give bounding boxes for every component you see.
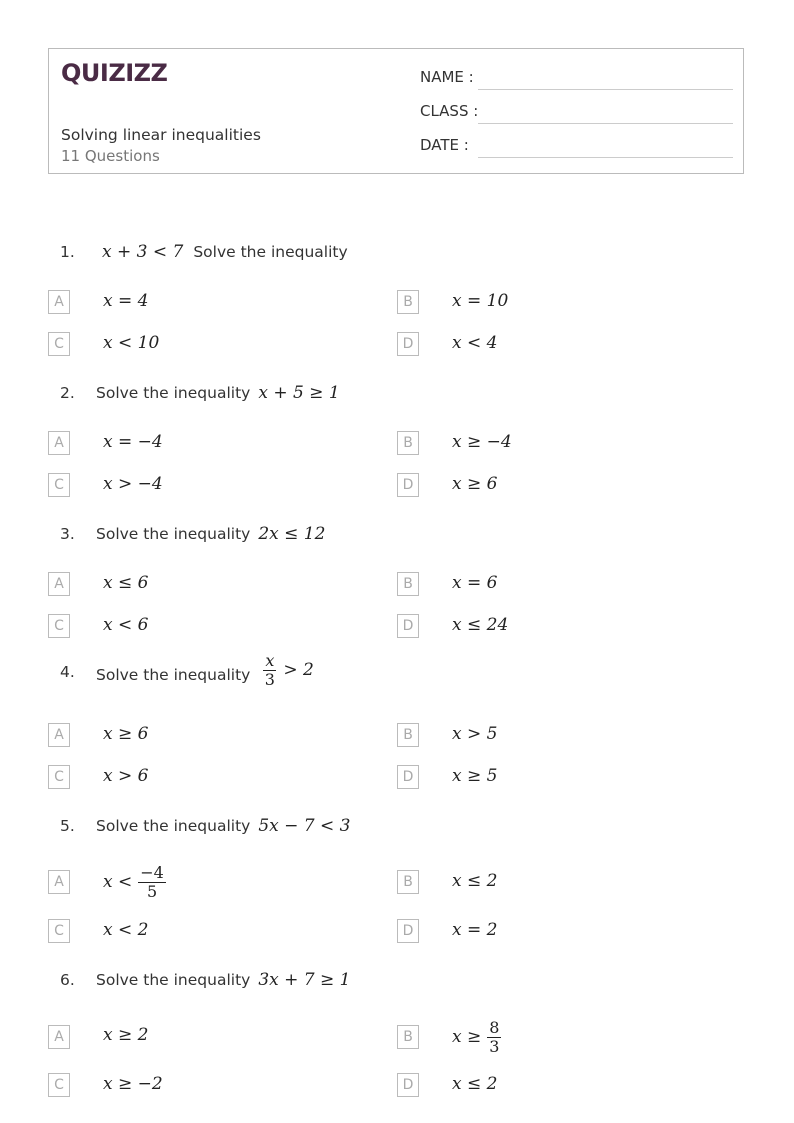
option-answer[interactable]: x > −4 (103, 474, 163, 494)
class-label: CLASS : (420, 102, 479, 120)
fraction-denominator: 5 (146, 881, 158, 901)
option-answer[interactable]: x ≥ 2 (103, 1025, 149, 1045)
question-math (260, 652, 314, 688)
option-answer[interactable]: x ≤ 2 (452, 871, 498, 891)
option-answer[interactable]: x ≥ 5 (452, 766, 498, 786)
option-letter[interactable]: D (397, 473, 419, 497)
option-answer[interactable]: x ≥ 6 (452, 474, 498, 494)
math-prefix: x < (103, 872, 133, 892)
date-label: DATE : (420, 136, 469, 154)
option-letter[interactable]: C (48, 614, 70, 638)
option-answer[interactable]: x ≤ 24 (452, 615, 509, 635)
question-text: Solve the inequality (96, 817, 251, 835)
option-answer[interactable]: x = −4 (103, 432, 163, 452)
option-answer[interactable]: x ≤ 2 (452, 1074, 498, 1094)
fraction-denominator: 3 (489, 1036, 500, 1056)
fraction-numerator: 8 (489, 1017, 500, 1037)
option-answer[interactable]: x > 5 (452, 724, 498, 744)
question-number: 1. (60, 243, 75, 261)
option-letter[interactable]: A (48, 431, 70, 455)
question-2 (60, 380, 348, 406)
option-letter[interactable]: C (48, 919, 70, 943)
option-letter[interactable]: A (48, 290, 70, 314)
worksheet-title: Solving linear inequalities (61, 126, 261, 144)
option-letter[interactable]: B (397, 431, 419, 455)
option-letter[interactable]: D (397, 1073, 419, 1097)
question-3 (60, 521, 333, 547)
question-text: Solve the inequality (96, 666, 251, 684)
option-letter[interactable]: C (48, 765, 70, 789)
option-answer[interactable]: x ≥ 6 (103, 724, 149, 744)
option-letter[interactable]: A (48, 1025, 70, 1049)
option-letter[interactable]: B (397, 723, 419, 747)
option-letter[interactable]: C (48, 473, 70, 497)
question-math: 5x − 7 < 3 (258, 816, 351, 836)
math-rest: > 2 (283, 660, 314, 681)
option-letter[interactable]: D (397, 614, 419, 638)
quizizz-logo: QUIZIZZ (61, 59, 168, 87)
option-letter[interactable]: B (397, 290, 419, 314)
option-answer[interactable]: x = 2 (452, 920, 498, 940)
date-line (478, 157, 733, 158)
question-text: Solve the inequality (96, 971, 251, 989)
option-answer[interactable]: x < 6 (103, 615, 149, 635)
option-answer[interactable]: x = 10 (452, 291, 509, 311)
option-letter[interactable]: B (397, 572, 419, 596)
option-letter[interactable]: B (397, 870, 419, 894)
class-line (478, 123, 733, 124)
question-1 (60, 239, 348, 265)
option-letter[interactable]: A (48, 723, 70, 747)
question-math: 2x ≤ 12 (258, 524, 326, 544)
question-math: x + 5 ≥ 1 (258, 383, 340, 403)
question-count: 11 Questions (61, 147, 160, 165)
question-number: 5. (60, 817, 75, 835)
question-6 (60, 967, 358, 993)
option-answer[interactable]: x > 6 (103, 766, 149, 786)
option-answer[interactable]: x ≥ −2 (103, 1074, 163, 1094)
fraction-denominator: 3 (264, 669, 275, 689)
question-number: 3. (60, 525, 75, 543)
option-answer[interactable]: x = 6 (452, 573, 498, 593)
fraction-numerator: x (265, 651, 275, 670)
option-letter[interactable]: A (48, 572, 70, 596)
fraction-numerator: −4 (140, 862, 164, 882)
fraction (263, 652, 276, 688)
name-line (478, 89, 733, 90)
name-label: NAME : (420, 68, 474, 86)
question-text: Solve the inequality (96, 525, 251, 543)
question-4 (60, 652, 314, 702)
option-letter[interactable]: B (397, 1025, 419, 1049)
option-answer[interactable]: x < 2 (103, 920, 149, 940)
option-letter[interactable]: D (397, 919, 419, 943)
math-prefix: x ≥ (452, 1027, 482, 1047)
question-number: 6. (60, 971, 75, 989)
question-math: 3x + 7 ≥ 1 (258, 970, 351, 990)
option-answer[interactable]: x = 4 (103, 291, 149, 311)
option-letter[interactable]: C (48, 332, 70, 356)
option-answer[interactable] (452, 1011, 504, 1063)
question-number: 2. (60, 384, 75, 402)
option-letter[interactable]: C (48, 1073, 70, 1097)
fraction (487, 1019, 501, 1055)
option-answer[interactable] (103, 856, 169, 908)
option-letter[interactable]: D (397, 332, 419, 356)
question-number: 4. (60, 663, 75, 681)
fraction (138, 864, 166, 900)
option-answer[interactable]: x < 10 (103, 333, 160, 353)
option-answer[interactable]: x < 4 (452, 333, 498, 353)
question-5 (60, 813, 358, 839)
option-letter[interactable]: D (397, 765, 419, 789)
option-answer[interactable]: x ≤ 6 (103, 573, 149, 593)
question-text: Solve the inequality (193, 243, 348, 261)
question-math: x + 3 < 7 (102, 242, 184, 262)
question-text: Solve the inequality (96, 384, 251, 402)
worksheet-header (48, 48, 744, 174)
option-letter[interactable]: A (48, 870, 70, 894)
option-answer[interactable]: x ≥ −4 (452, 432, 512, 452)
